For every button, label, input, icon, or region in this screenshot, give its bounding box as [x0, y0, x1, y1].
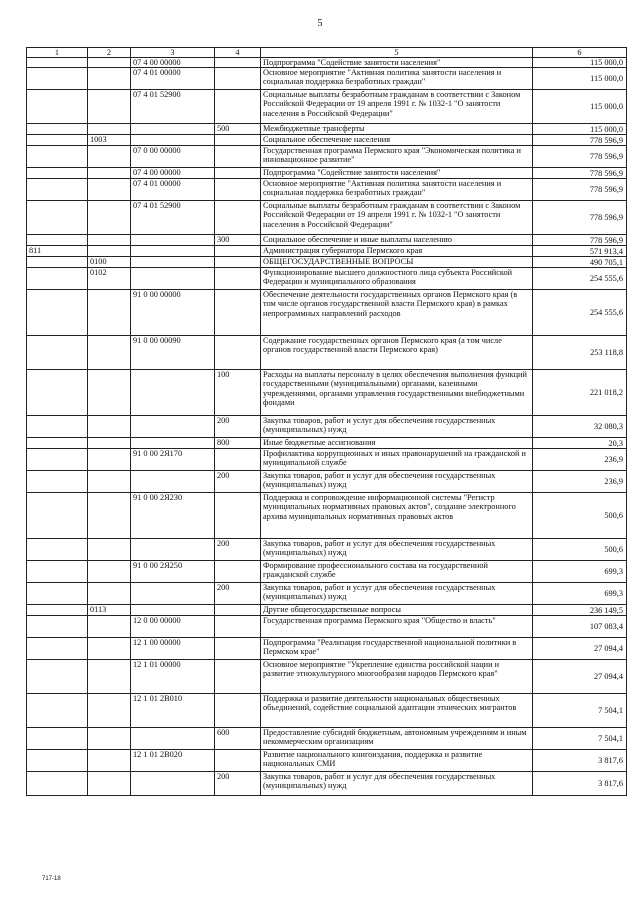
- cell-c2: [88, 660, 131, 694]
- cell-c4: [215, 201, 261, 235]
- cell-c5: Расходы на выплаты персоналу в целях обеспечения выполнения функций государственными (муниципальными) органами, казенными учреждениями, органами управления государственными внебюджетными фондами: [261, 370, 533, 416]
- cell-c3: [131, 246, 215, 257]
- cell-c6: 778 596,9: [533, 179, 627, 201]
- cell-c3: 91 0 00 2Я170: [131, 449, 215, 471]
- cell-c6: 115 000,0: [533, 58, 627, 68]
- cell-c2: [88, 146, 131, 168]
- cell-c6: 115 000,0: [533, 90, 627, 124]
- cell-c2: [88, 694, 131, 728]
- cell-c6: 254 555,6: [533, 268, 627, 290]
- table-row: [27, 135, 627, 146]
- table-row: [27, 416, 627, 438]
- cell-c3: 07 0 00 00000: [131, 146, 215, 168]
- cell-c5: Содержание государственных органов Пермского края (а том числе органов государственной власти Пермского края): [261, 336, 533, 370]
- cell-c3: [131, 370, 215, 416]
- cell-c5: Формирование профессионального состава на государственной гражданской службе: [261, 561, 533, 583]
- cell-c5: Основное мероприятие "Активная политика занятости населения и социальная поддержка безработных граждан": [261, 68, 533, 90]
- cell-c5: Подпрограмма "Содействие занятости населения": [261, 58, 533, 68]
- table-row: [27, 179, 627, 201]
- page-number: 5: [317, 18, 323, 29]
- cell-c4: [215, 68, 261, 90]
- table-row: [27, 336, 627, 370]
- cell-c3: 12 1 01 2В010: [131, 694, 215, 728]
- cell-c1: [27, 257, 88, 268]
- cell-c6: 699,3: [533, 561, 627, 583]
- cell-c6: 3 817,6: [533, 772, 627, 796]
- budget-table: [26, 47, 627, 796]
- cell-c1: [27, 471, 88, 493]
- cell-c6: 236,9: [533, 471, 627, 493]
- table-row: [27, 168, 627, 179]
- cell-c1: [27, 438, 88, 449]
- cell-c2: [88, 728, 131, 750]
- table-row: [27, 583, 627, 605]
- cell-c4: 300: [215, 235, 261, 246]
- header-col-3: 3: [131, 48, 215, 58]
- cell-c3: [131, 772, 215, 796]
- cell-c1: [27, 616, 88, 638]
- table-row: [27, 449, 627, 471]
- cell-c4: 600: [215, 728, 261, 750]
- cell-c4: [215, 493, 261, 539]
- cell-c5: Закупка товаров, работ и услуг для обеспечения государственных (муниципальных) нужд: [261, 471, 533, 493]
- cell-c6: 115 000,0: [533, 124, 627, 135]
- cell-c1: [27, 728, 88, 750]
- cell-c5: Закупка товаров, работ и услуг для обеспечения государственных (муниципальных) нужд: [261, 583, 533, 605]
- cell-c5: Социальное обеспечение и иные выплаты населению: [261, 235, 533, 246]
- cell-c6: 27 094,4: [533, 660, 627, 694]
- cell-c4: [215, 616, 261, 638]
- cell-c6: 20,3: [533, 438, 627, 449]
- cell-c1: [27, 370, 88, 416]
- cell-c5: Социальное обеспечение населения: [261, 135, 533, 146]
- cell-c4: [215, 257, 261, 268]
- cell-c3: 07 4 01 00000: [131, 68, 215, 90]
- cell-c5: Подпрограмма "Содействие занятости населения": [261, 168, 533, 179]
- cell-c2: [88, 561, 131, 583]
- table-row: [27, 68, 627, 90]
- cell-c4: [215, 605, 261, 616]
- cell-c4: [215, 638, 261, 660]
- cell-c2: [88, 416, 131, 438]
- cell-c1: [27, 235, 88, 246]
- table-row: [27, 58, 627, 68]
- cell-c2: [88, 179, 131, 201]
- cell-c3: 07 4 00 00000: [131, 168, 215, 179]
- table-row: [27, 750, 627, 772]
- cell-c4: [215, 90, 261, 124]
- cell-c1: [27, 146, 88, 168]
- cell-c3: [131, 583, 215, 605]
- cell-c4: [215, 58, 261, 68]
- cell-c2: 0100: [88, 257, 131, 268]
- cell-c6: 699,3: [533, 583, 627, 605]
- cell-c3: 07 4 01 52900: [131, 201, 215, 235]
- cell-c3: [131, 605, 215, 616]
- cell-c5: Администрация губернатора Пермского края: [261, 246, 533, 257]
- cell-c5: Межбюджетные трансферты: [261, 124, 533, 135]
- cell-c5: Предоставление субсидий бюджетным, автономным учреждениям и иным некоммерческим организациям: [261, 728, 533, 750]
- cell-c6: 778 596,9: [533, 146, 627, 168]
- cell-c3: 91 0 00 2Я230: [131, 493, 215, 539]
- cell-c4: [215, 660, 261, 694]
- table-row: [27, 605, 627, 616]
- cell-c1: [27, 561, 88, 583]
- cell-c5: Государственная программа Пермского края "Экономическая политика и инновационное развитие": [261, 146, 533, 168]
- cell-c4: [215, 694, 261, 728]
- cell-c1: [27, 58, 88, 68]
- table-row: [27, 561, 627, 583]
- cell-c1: [27, 694, 88, 728]
- cell-c2: [88, 290, 131, 336]
- cell-c1: [27, 168, 88, 179]
- cell-c3: 12 1 01 00000: [131, 660, 215, 694]
- footer-code: 717-18: [42, 876, 61, 882]
- cell-c5: Поддержка и сопровождение информационной системы "Регистр муниципальных нормативных правовых актов", создание электронного архива муниципальных нормативных правовых актов: [261, 493, 533, 539]
- cell-c5: Функционирование высшего должностного лица субъекта Российской Федерации и муниципального образования: [261, 268, 533, 290]
- cell-c2: [88, 58, 131, 68]
- cell-c1: [27, 660, 88, 694]
- cell-c3: 12 0 00 00000: [131, 616, 215, 638]
- cell-c4: [215, 449, 261, 471]
- cell-c3: 07 4 01 00000: [131, 179, 215, 201]
- cell-c1: [27, 268, 88, 290]
- cell-c1: [27, 638, 88, 660]
- cell-c2: [88, 370, 131, 416]
- cell-c6: 32 080,3: [533, 416, 627, 438]
- cell-c1: [27, 605, 88, 616]
- cell-c3: 91 0 00 00000: [131, 290, 215, 336]
- cell-c1: 811: [27, 246, 88, 257]
- cell-c2: [88, 246, 131, 257]
- cell-c1: [27, 90, 88, 124]
- table-row: [27, 235, 627, 246]
- cell-c5: Государственная программа Пермского края "Общество и власть": [261, 616, 533, 638]
- table-row: [27, 90, 627, 124]
- cell-c5: Иные бюджетные ассигнования: [261, 438, 533, 449]
- cell-c3: [131, 235, 215, 246]
- cell-c3: 07 4 00 00000: [131, 58, 215, 68]
- table-row: [27, 539, 627, 561]
- cell-c4: 200: [215, 471, 261, 493]
- cell-c1: [27, 416, 88, 438]
- cell-c1: [27, 290, 88, 336]
- table-row: [27, 616, 627, 638]
- cell-c2: 1003: [88, 135, 131, 146]
- table-row: [27, 438, 627, 449]
- cell-c3: [131, 124, 215, 135]
- header-col-2: 2: [88, 48, 131, 58]
- cell-c4: [215, 246, 261, 257]
- table-row: [27, 728, 627, 750]
- table-row: [27, 660, 627, 694]
- cell-c1: [27, 772, 88, 796]
- cell-c2: [88, 168, 131, 179]
- table-row: [27, 290, 627, 336]
- table-row: [27, 246, 627, 257]
- cell-c2: [88, 201, 131, 235]
- cell-c2: [88, 772, 131, 796]
- cell-c4: 100: [215, 370, 261, 416]
- cell-c4: 200: [215, 416, 261, 438]
- cell-c3: [131, 135, 215, 146]
- cell-c2: [88, 124, 131, 135]
- cell-c2: [88, 68, 131, 90]
- cell-c5: Основное мероприятие "Активная политика занятости населения и социальная поддержка безработных граждан": [261, 179, 533, 201]
- cell-c3: [131, 416, 215, 438]
- cell-c3: 07 4 01 52900: [131, 90, 215, 124]
- cell-c2: [88, 235, 131, 246]
- cell-c6: 490 705,1: [533, 257, 627, 268]
- cell-c6: 221 018,2: [533, 370, 627, 416]
- cell-c3: 91 0 00 00090: [131, 336, 215, 370]
- cell-c4: 200: [215, 539, 261, 561]
- cell-c1: [27, 68, 88, 90]
- cell-c4: [215, 135, 261, 146]
- cell-c6: 778 596,9: [533, 135, 627, 146]
- cell-c4: [215, 290, 261, 336]
- header-col-1: 1: [27, 48, 88, 58]
- cell-c1: [27, 750, 88, 772]
- table-row: [27, 146, 627, 168]
- cell-c4: 200: [215, 583, 261, 605]
- cell-c5: Обеспечение деятельности государственных органов Пермского края (в том числе органов государственной власти Пермского края) в рамках непрограммных направлений расходов: [261, 290, 533, 336]
- cell-c1: [27, 336, 88, 370]
- cell-c5: Профилактика коррупционных и иных правонарушений на гражданской и муниципальной службе: [261, 449, 533, 471]
- cell-c2: 0102: [88, 268, 131, 290]
- cell-c2: [88, 90, 131, 124]
- cell-c1: [27, 539, 88, 561]
- cell-c2: [88, 438, 131, 449]
- cell-c3: 91 0 00 2Я250: [131, 561, 215, 583]
- table-row: [27, 124, 627, 135]
- header-col-5: 5: [261, 48, 533, 58]
- header-col-6: 6: [533, 48, 627, 58]
- cell-c4: [215, 179, 261, 201]
- header-col-4: 4: [215, 48, 261, 58]
- cell-c4: 800: [215, 438, 261, 449]
- cell-c2: [88, 471, 131, 493]
- cell-c6: 500,6: [533, 539, 627, 561]
- header-row: [27, 48, 627, 58]
- cell-c4: [215, 336, 261, 370]
- cell-c6: 254 555,6: [533, 290, 627, 336]
- cell-c5: ОБЩЕГОСУДАРСТВЕННЫЕ ВОПРОСЫ: [261, 257, 533, 268]
- cell-c2: [88, 449, 131, 471]
- cell-c6: 778 596,9: [533, 201, 627, 235]
- cell-c5: Развитие национального книгоиздания, поддержка и развитие национальных СМИ: [261, 750, 533, 772]
- table-body: [27, 58, 627, 796]
- cell-c3: [131, 728, 215, 750]
- table-row: [27, 268, 627, 290]
- cell-c1: [27, 124, 88, 135]
- table-row: [27, 257, 627, 268]
- cell-c5: Закупка товаров, работ и услуг для обеспечения государственных (муниципальных) нужд: [261, 772, 533, 796]
- table-row: [27, 694, 627, 728]
- cell-c3: [131, 257, 215, 268]
- cell-c1: [27, 583, 88, 605]
- table-row: [27, 493, 627, 539]
- cell-c2: [88, 493, 131, 539]
- cell-c3: 12 1 01 2В020: [131, 750, 215, 772]
- cell-c5: Социальные выплаты безработным гражданам в соответствии с Законом Российской Федерации от 19 апреля 1991 г. № 1032-1 "О занятости населения в Российской Федерации": [261, 201, 533, 235]
- cell-c5: Основное мероприятие "Укрепление единства российской нации и развитие этнокультурного многообразия народов Пермского края": [261, 660, 533, 694]
- cell-c4: [215, 168, 261, 179]
- cell-c6: 3 817,6: [533, 750, 627, 772]
- cell-c6: 253 118,8: [533, 336, 627, 370]
- cell-c5: Поддержка и развитие деятельности национальных общественных объединений, содействие социальной адаптации этнических мигрантов: [261, 694, 533, 728]
- cell-c1: [27, 135, 88, 146]
- cell-c5: Закупка товаров, работ и услуг для обеспечения государственных (муниципальных) нужд: [261, 539, 533, 561]
- cell-c2: [88, 539, 131, 561]
- table-row: [27, 370, 627, 416]
- cell-c4: [215, 561, 261, 583]
- cell-c1: [27, 493, 88, 539]
- cell-c6: 236,9: [533, 449, 627, 471]
- cell-c2: [88, 616, 131, 638]
- cell-c1: [27, 449, 88, 471]
- cell-c6: 500,6: [533, 493, 627, 539]
- table-row: [27, 471, 627, 493]
- table-row: [27, 638, 627, 660]
- cell-c5: Закупка товаров, работ и услуг для обеспечения государственных (муниципальных) нужд: [261, 416, 533, 438]
- cell-c6: 107 083,4: [533, 616, 627, 638]
- cell-c6: 778 596,9: [533, 235, 627, 246]
- cell-c6: 27 094,4: [533, 638, 627, 660]
- cell-c2: 0113: [88, 605, 131, 616]
- cell-c5: Подпрограмма "Реализация государственной национальной политики в Пермском крае": [261, 638, 533, 660]
- table-row: [27, 201, 627, 235]
- cell-c3: [131, 268, 215, 290]
- cell-c4: 500: [215, 124, 261, 135]
- cell-c3: [131, 539, 215, 561]
- cell-c2: [88, 336, 131, 370]
- cell-c2: [88, 638, 131, 660]
- cell-c6: 778 596,9: [533, 168, 627, 179]
- cell-c4: [215, 146, 261, 168]
- cell-c1: [27, 201, 88, 235]
- cell-c5: Социальные выплаты безработным гражданам в соответствии с Законом Российской Федерации от 19 апреля 1991 г. № 1032-1 "О занятости населения в Российской Федерации": [261, 90, 533, 124]
- cell-c6: 236 149,5: [533, 605, 627, 616]
- cell-c4: [215, 268, 261, 290]
- cell-c2: [88, 750, 131, 772]
- cell-c6: 115 000,0: [533, 68, 627, 90]
- table-row: [27, 772, 627, 796]
- cell-c3: [131, 471, 215, 493]
- cell-c4: 200: [215, 772, 261, 796]
- cell-c3: 12 1 00 00000: [131, 638, 215, 660]
- cell-c5: Другие общегосударственные вопросы: [261, 605, 533, 616]
- cell-c6: 571 913,4: [533, 246, 627, 257]
- cell-c6: 7 504,1: [533, 728, 627, 750]
- cell-c2: [88, 583, 131, 605]
- cell-c3: [131, 438, 215, 449]
- cell-c1: [27, 179, 88, 201]
- cell-c4: [215, 750, 261, 772]
- cell-c6: 7 504,1: [533, 694, 627, 728]
